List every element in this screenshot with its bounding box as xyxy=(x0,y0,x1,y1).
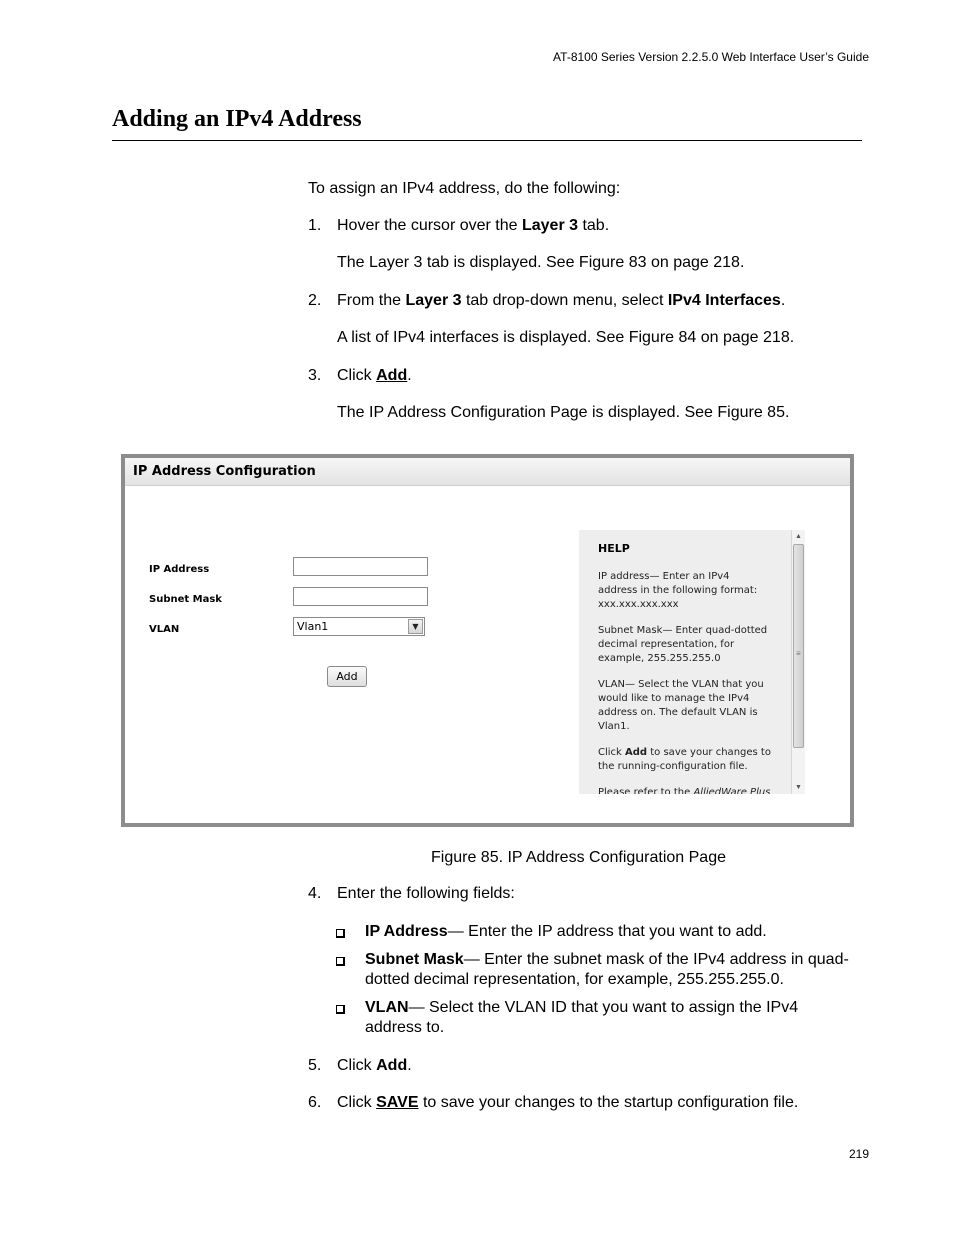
scrollbar-thumb[interactable] xyxy=(793,544,804,748)
chevron-down-icon[interactable]: ▼ xyxy=(408,619,423,634)
step-3-text: Click Add. xyxy=(337,367,412,384)
step-1-result: The Layer 3 tab is displayed. See Figure 83 on page 218. xyxy=(337,254,745,271)
step-2-result: A list of IPv4 interfaces is displayed. See Figure 84 on page 218. xyxy=(337,329,795,346)
step-3-number: 3. xyxy=(308,367,322,384)
help-scrollbar[interactable] xyxy=(791,530,805,794)
step-4-text: Enter the following fields: xyxy=(337,885,515,902)
step-1-number: 1. xyxy=(308,217,322,234)
screenshot-figure xyxy=(121,454,854,827)
bullet-ip-address: IP Address— Enter the IP address that you want to add. xyxy=(365,923,767,940)
vlan-select-value: Vlan1 xyxy=(297,620,329,633)
save-link[interactable]: SAVE xyxy=(376,1094,419,1111)
help-subnet-mask: Subnet Mask— Enter quad-dotted decimal representation, for example, 255.255.255.0 xyxy=(598,625,768,664)
running-header: AT-8100 Series Version 2.2.5.0 Web Interface User’s Guide xyxy=(553,50,869,64)
title-rule xyxy=(112,140,862,141)
page-title: Adding an IPv4 Address xyxy=(112,106,362,132)
checkbox-bullet-icon xyxy=(336,927,345,941)
step-5-number: 5. xyxy=(308,1057,322,1074)
help-refer: Please refer to the AlliedWare Plus xyxy=(598,787,771,794)
subnet-mask-label: Subnet Mask xyxy=(149,594,222,605)
help-add: Click Add to save your changes to the running-configuration file. xyxy=(598,747,771,772)
scroll-up-icon[interactable]: ▲ xyxy=(795,533,802,540)
step-6-text: Click SAVE to save your changes to the startup configuration file. xyxy=(337,1094,799,1111)
panel-titlebar xyxy=(125,458,850,486)
help-ip-address: IP address— Enter an IPv4 address in the following format: xxx.xxx.xxx.xxx xyxy=(598,571,758,610)
page-number: 219 xyxy=(848,1147,869,1161)
step-2-number: 2. xyxy=(308,292,322,309)
step-4-number: 4. xyxy=(308,885,322,902)
config-panel xyxy=(125,458,850,823)
help-panel xyxy=(579,530,805,794)
vlan-label: VLAN xyxy=(149,624,180,635)
add-button[interactable]: Add xyxy=(327,666,367,687)
add-link[interactable]: Add xyxy=(376,367,408,384)
grip-icon: ≡ xyxy=(796,649,801,658)
panel-title: IP Address Configuration xyxy=(133,464,316,479)
checkbox-bullet-icon xyxy=(336,955,345,969)
subnet-mask-input[interactable] xyxy=(293,587,428,606)
scroll-down-icon[interactable]: ▼ xyxy=(795,784,802,791)
help-vlan: VLAN— Select the VLAN that you would like to manage the IPv4 address on. The default VLAN is Vlan1. xyxy=(598,679,764,732)
vlan-select[interactable] xyxy=(293,617,425,636)
step-3-result: The IP Address Configuration Page is displayed. See Figure 85. xyxy=(337,404,790,421)
bullet-vlan: VLAN— Select the VLAN ID that you want to assign the IPv4 address to. xyxy=(365,999,799,1036)
figure-caption: Figure 85. IP Address Configuration Page xyxy=(431,849,726,866)
ip-address-input[interactable] xyxy=(293,557,428,576)
help-heading: HELP xyxy=(598,542,630,555)
step-6-number: 6. xyxy=(308,1094,322,1111)
checkbox-bullet-icon xyxy=(336,1003,345,1017)
step-2-text: From the Layer 3 tab drop-down menu, select IPv4 Interfaces. xyxy=(337,292,786,309)
step-1-text: Hover the cursor over the Layer 3 tab. xyxy=(337,217,610,234)
step-5-text: Click Add. xyxy=(337,1057,412,1074)
intro-text: To assign an IPv4 address, do the following: xyxy=(308,180,621,197)
bullet-subnet-mask: Subnet Mask— Enter the subnet mask of the IPv4 address in quad-dotted decimal representation, for example, 255.255.255.0. xyxy=(365,951,849,988)
ip-address-label: IP Address xyxy=(149,564,210,575)
